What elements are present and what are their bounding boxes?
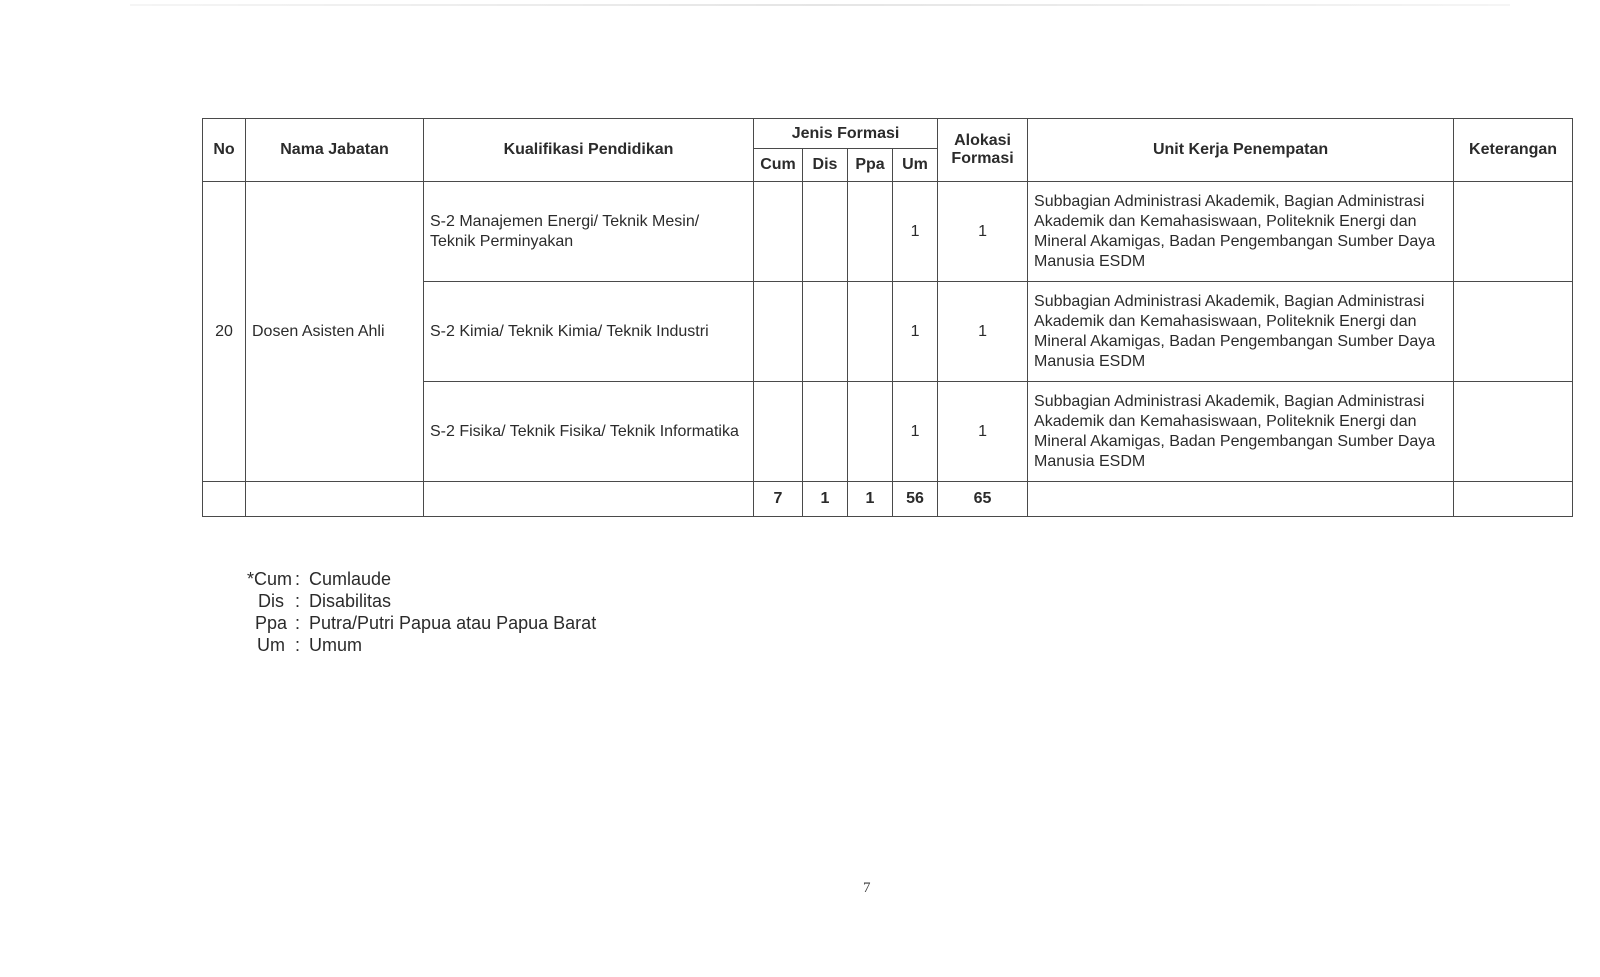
header-cum: Cum (754, 149, 803, 182)
legend-item (247, 590, 596, 612)
legend-key: Um (257, 635, 285, 655)
cell-um: 1 (893, 282, 938, 382)
header-ppa: Ppa (848, 149, 893, 182)
legend-key: Dis (258, 591, 284, 611)
cell-keterangan (1454, 382, 1573, 482)
total-alokasi: 65 (938, 482, 1028, 517)
total-cell-empty (424, 482, 754, 517)
total-um: 56 (893, 482, 938, 517)
cell-dis (803, 182, 848, 282)
legend-separator: : (295, 569, 301, 589)
cell-dis (803, 282, 848, 382)
legend-separator: : (295, 591, 301, 611)
total-dis: 1 (803, 482, 848, 517)
cell-cum (754, 382, 803, 482)
legend (247, 568, 596, 656)
header-row-1 (203, 119, 1573, 149)
header-keterangan: Keterangan (1454, 119, 1573, 182)
header-nama-jabatan: Nama Jabatan (246, 119, 424, 182)
legend-value: Cumlaude (309, 569, 392, 589)
cell-nama-jabatan: Dosen Asisten Ahli (246, 182, 424, 482)
cell-um: 1 (893, 182, 938, 282)
legend-item (247, 612, 596, 634)
total-cell-empty (203, 482, 246, 517)
cell-keterangan (1454, 282, 1573, 382)
cell-kualifikasi: S-2 Manajemen Energi/ Teknik Mesin/ Teknik Perminyakan (424, 182, 754, 282)
header-no: No (203, 119, 246, 182)
cell-no: 20 (203, 182, 246, 482)
cell-ppa (848, 382, 893, 482)
cell-um: 1 (893, 382, 938, 482)
legend-item (247, 568, 596, 590)
header-kualifikasi: Kualifikasi Pendidikan (424, 119, 754, 182)
total-cell-empty (246, 482, 424, 517)
cell-alokasi: 1 (938, 382, 1028, 482)
page-number: 7 (863, 880, 871, 896)
formasi-table (202, 118, 1573, 517)
cell-alokasi: 1 (938, 182, 1028, 282)
header-dis: Dis (803, 149, 848, 182)
header-unit-kerja: Unit Kerja Penempatan (1028, 119, 1454, 182)
legend-value: Umum (309, 635, 362, 655)
header-alokasi-line2: Formasi (951, 150, 1014, 167)
cell-cum (754, 182, 803, 282)
total-cum: 7 (754, 482, 803, 517)
header-alokasi-line1: Alokasi (954, 132, 1011, 149)
legend-key: *Cum (247, 569, 293, 589)
total-row (203, 482, 1573, 517)
cell-dis (803, 382, 848, 482)
header-alokasi-formasi (938, 119, 1028, 182)
cell-unit-kerja: Subbagian Administrasi Akademik, Bagian Administrasi Akademik dan Kemahasiswaan, Politeknik Energi dan Mineral Akamigas, Badan Pengembangan Sumber Daya Manusia ESDM (1028, 382, 1454, 482)
total-cell-empty (1454, 482, 1573, 517)
cell-unit-kerja: Subbagian Administrasi Akademik, Bagian Administrasi Akademik dan Kemahasiswaan, Politeknik Energi dan Mineral Akamigas, Badan Pengembangan Sumber Daya Manusia ESDM (1028, 282, 1454, 382)
cell-unit-kerja: Subbagian Administrasi Akademik, Bagian Administrasi Akademik dan Kemahasiswaan, Politeknik Energi dan Mineral Akamigas, Badan Pengembangan Sumber Daya Manusia ESDM (1028, 182, 1454, 282)
legend-key: Ppa (254, 613, 288, 633)
header-jenis-formasi: Jenis Formasi (754, 119, 938, 149)
cell-kualifikasi: S-2 Kimia/ Teknik Kimia/ Teknik Industri (424, 282, 754, 382)
cell-ppa (848, 182, 893, 282)
legend-value: Disabilitas (309, 591, 392, 611)
scan-edge-line (130, 4, 1510, 6)
header-um: Um (893, 149, 938, 182)
cell-keterangan (1454, 182, 1573, 282)
cell-alokasi: 1 (938, 282, 1028, 382)
cell-kualifikasi: S-2 Fisika/ Teknik Fisika/ Teknik Informatika (424, 382, 754, 482)
total-ppa: 1 (848, 482, 893, 517)
total-cell-empty (1028, 482, 1454, 517)
table-row (203, 182, 1573, 282)
legend-separator: : (295, 635, 301, 655)
cell-cum (754, 282, 803, 382)
cell-ppa (848, 282, 893, 382)
legend-separator: : (295, 613, 301, 633)
legend-item (247, 634, 596, 656)
legend-value: Putra/Putri Papua atau Papua Barat (309, 613, 597, 633)
